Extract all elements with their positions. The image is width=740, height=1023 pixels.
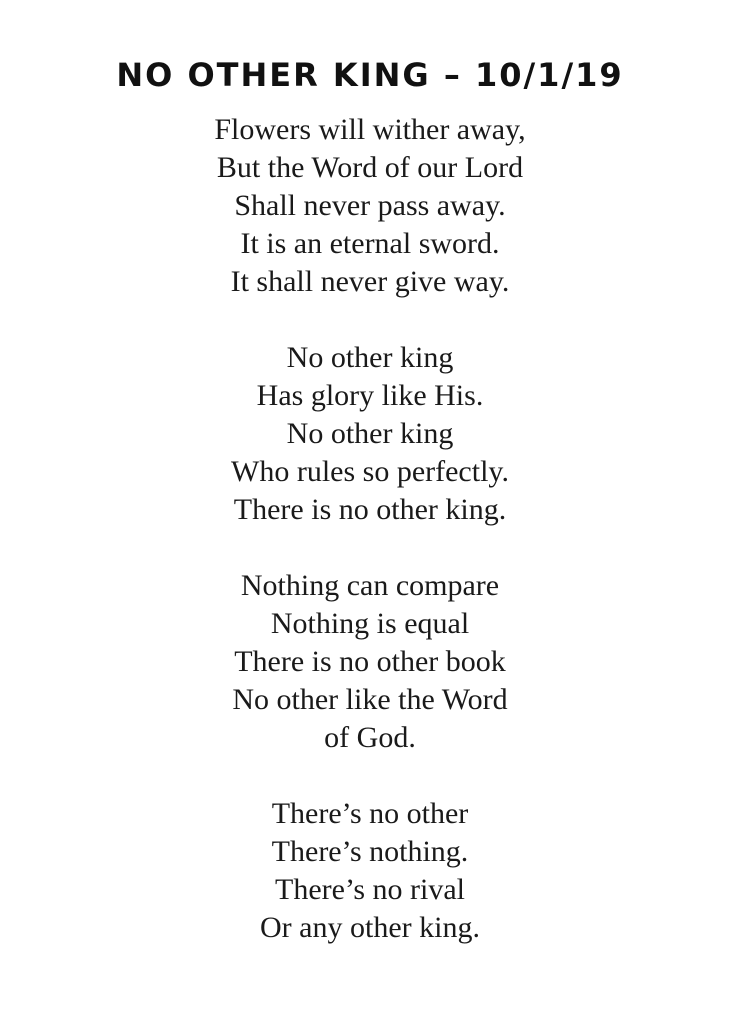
poem-line: There is no other king. [233, 493, 507, 526]
poem-line: No other like the Word [232, 683, 508, 716]
poem-line: of God. [324, 721, 416, 754]
poem-line: But the Word of our Lord [216, 151, 524, 184]
poem-line: No other king [286, 341, 454, 374]
stanza-1 [0, 111, 740, 301]
poem-line: Nothing is equal [270, 607, 470, 640]
poem-line: There’s no other [271, 797, 469, 830]
poem-line: It shall never give way. [230, 265, 510, 298]
poem-line: Or any other king. [260, 911, 480, 944]
poem-line: Has glory like His. [256, 379, 484, 412]
poem-line: No other king [286, 417, 454, 450]
poem-line: There’s nothing. [271, 835, 469, 868]
poem-line: It is an eternal sword. [240, 227, 500, 260]
stanza-4 [0, 795, 740, 947]
poem-line: Who rules so perfectly. [231, 455, 509, 488]
poem-line: Nothing can compare [240, 569, 500, 602]
stanza-2 [0, 339, 740, 529]
poem-line: There’s no rival [275, 873, 465, 906]
poem-line: There is no other book [234, 645, 506, 678]
poem-line: Shall never pass away. [234, 189, 506, 222]
stanza-3 [0, 567, 740, 757]
poem-title: NO OTHER KING – 10/1/19 [116, 56, 624, 94]
poem-line: Flowers will wither away, [214, 113, 526, 146]
